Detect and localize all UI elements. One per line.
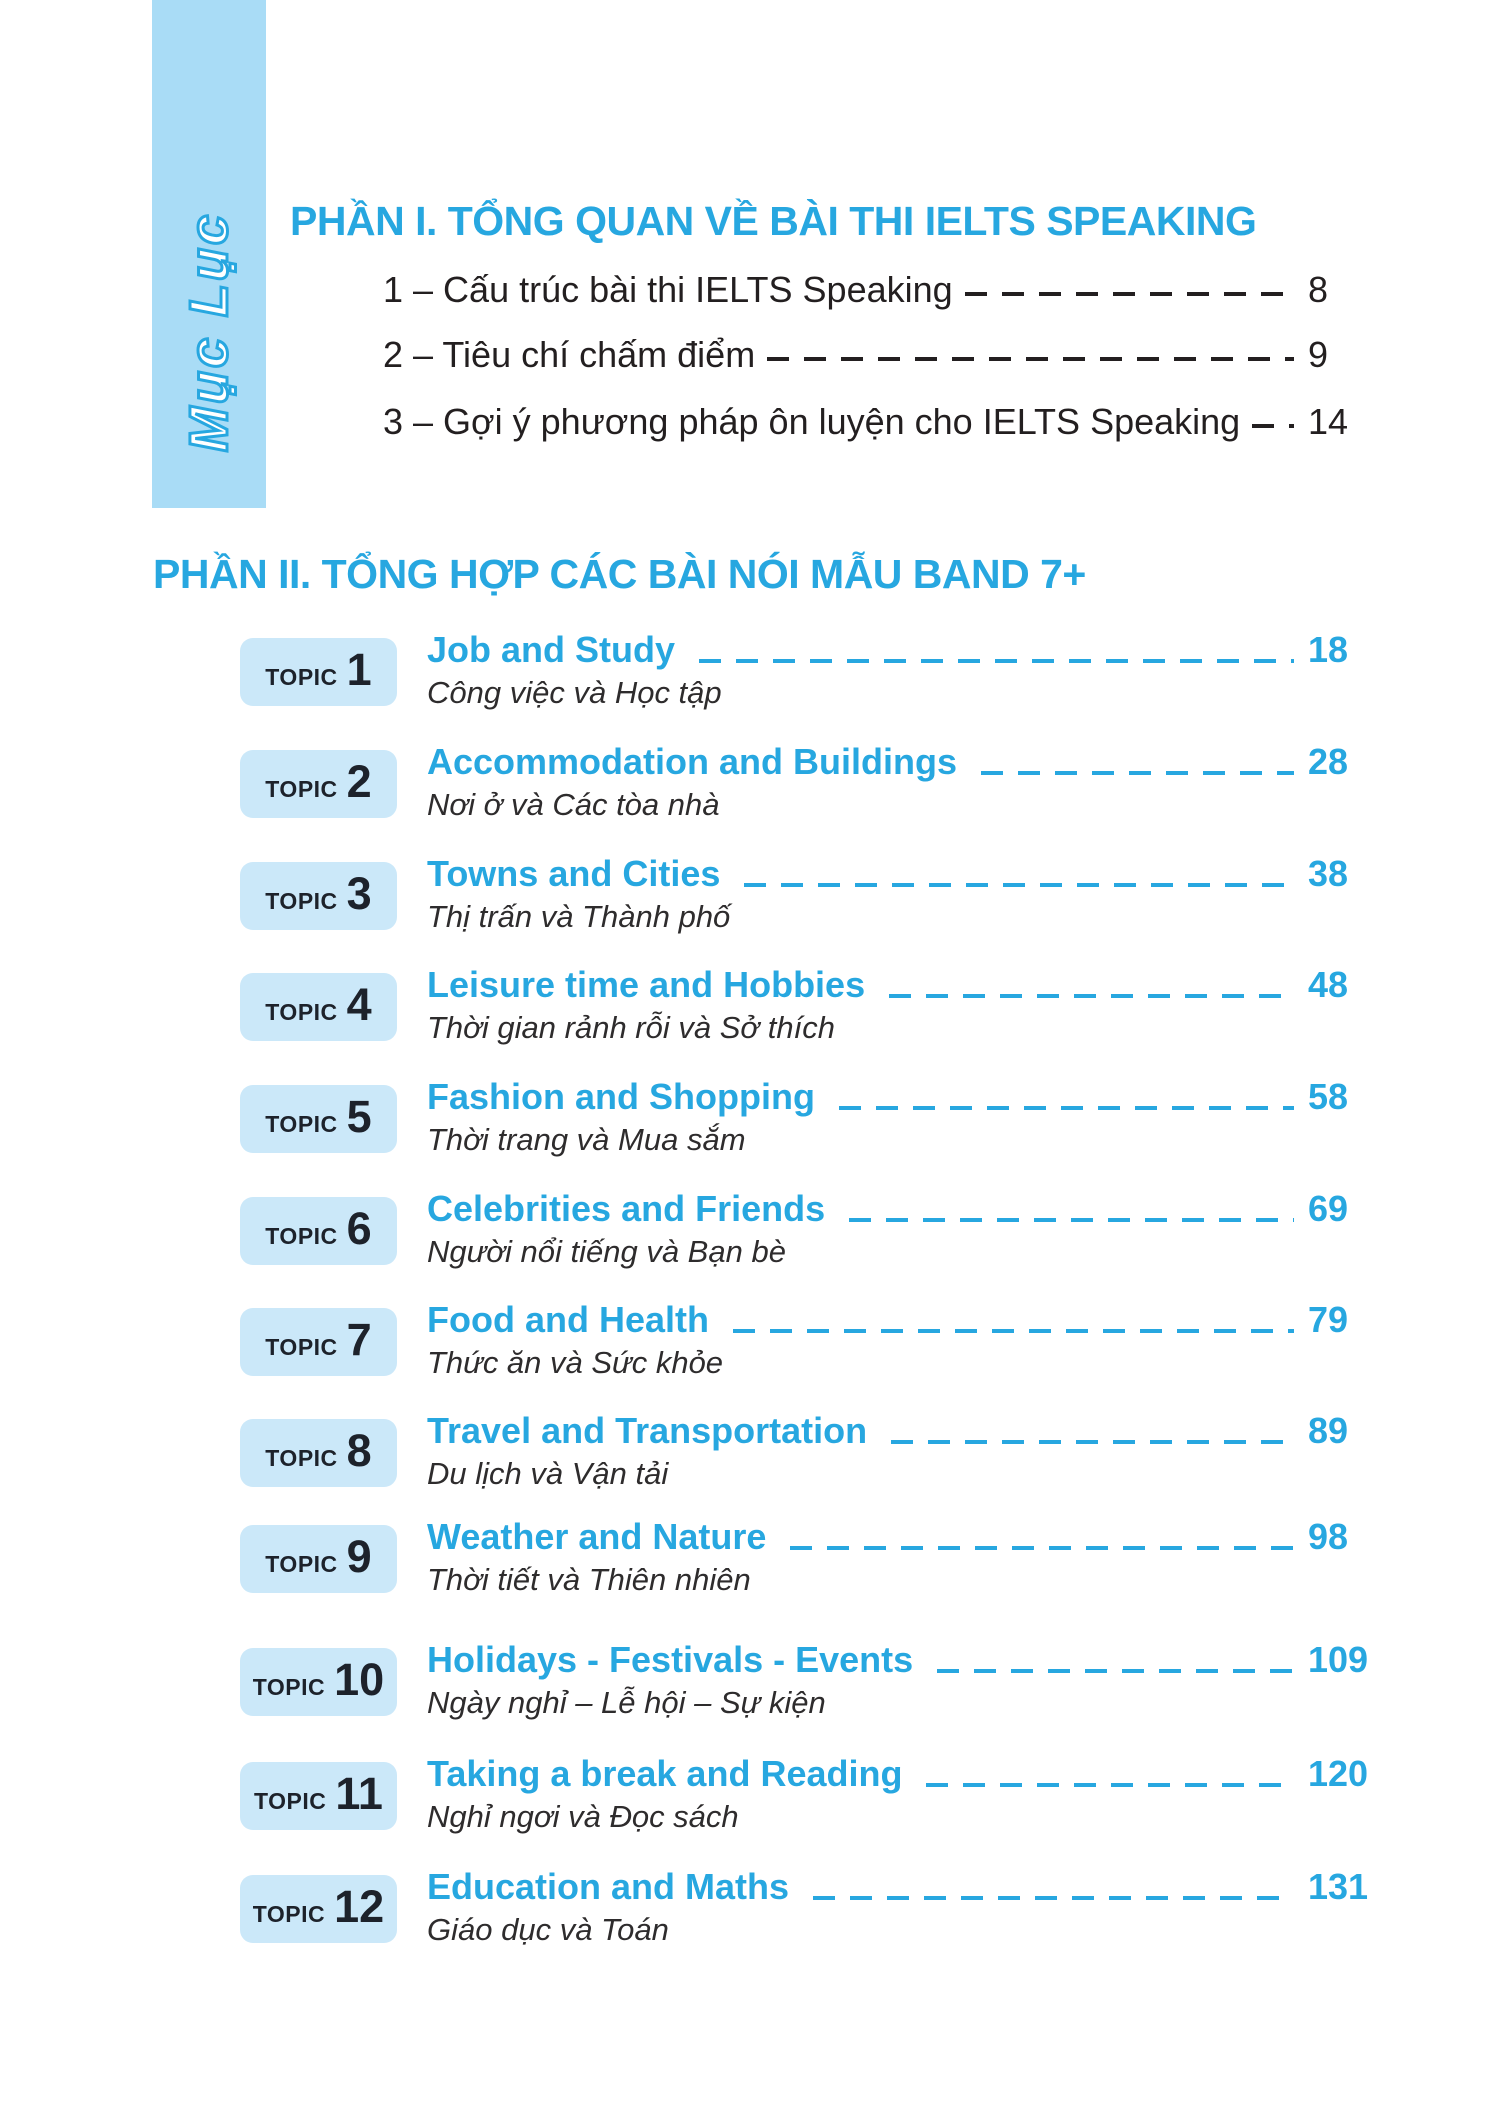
topic-title-line [427,1409,1380,1453]
topic-badge-word: TOPIC [265,1551,338,1577]
dash-leader [699,659,1294,663]
topic-text [427,963,1380,1049]
topic-page-number: 98 [1308,1516,1349,1557]
topic-text [427,1865,1380,1951]
topic-text [427,628,1380,714]
topic-page-number: 69 [1308,1188,1349,1229]
toc-entry [383,268,1380,312]
toc-entry-label: 1 – Cấu trúc bài thi IELTS Speaking [383,269,953,310]
dash-leader [981,771,1294,775]
topic-title-line [427,1075,1380,1119]
topic-text [427,1409,1380,1495]
topic-title: Towns and Cities [427,853,721,894]
topic-badge [240,973,397,1041]
topic-page-number: 120 [1308,1753,1369,1794]
toc-entry [383,333,1380,377]
topic-subtitle: Thời tiết và Thiên nhiên [427,1562,751,1597]
topic-badge [240,1648,397,1716]
topic-text [427,1638,1380,1724]
topic-badge-number: 9 [346,1531,372,1582]
topic-subtitle: Thức ăn và Sức khỏe [427,1345,724,1380]
topic-title: Accommodation and Buildings [427,741,958,782]
topic-subtitle: Nghỉ ngơi và Đọc sách [427,1799,739,1834]
topic-row [240,1516,1380,1601]
topic-row [240,1753,1380,1838]
topic-badge [240,1525,397,1593]
topic-text [427,1187,1380,1273]
topic-title-line [427,1187,1380,1231]
topic-subtitle: Công việc và Học tập [427,675,722,710]
topic-text [427,740,1380,826]
topic-badge-number: 8 [346,1425,372,1476]
dash-leader [965,292,1294,296]
topic-title-line [427,1638,1380,1682]
topic-badge-number: 6 [346,1203,372,1254]
topic-subtitle: Nơi ở và Các tòa nhà [427,787,720,822]
topic-badge-word: TOPIC [265,776,338,802]
topic-badge-word: TOPIC [265,1223,338,1249]
dash-leader [1252,424,1294,428]
topic-badge-number: 10 [334,1654,385,1705]
topic-badge [240,1085,397,1153]
topic-badge-word: TOPIC [265,1111,338,1137]
dash-leader [733,1329,1294,1333]
topic-subtitle: Du lịch và Vận tải [427,1456,669,1491]
topic-text [427,852,1380,938]
topic-row [240,964,1380,1049]
topic-badge-number: 4 [346,979,372,1030]
topic-title: Food and Health [427,1299,709,1340]
topic-page-number: 109 [1308,1639,1369,1680]
topic-page-number: 89 [1308,1410,1349,1451]
topic-title: Taking a break and Reading [427,1753,903,1794]
topic-badge-word: TOPIC [265,888,338,914]
toc-entry [383,400,1380,444]
topic-badge [240,1762,397,1830]
topic-subtitle: Giáo dục và Toán [427,1912,669,1947]
topic-title: Travel and Transportation [427,1410,868,1451]
topic-row [240,1639,1380,1724]
topic-badge-word: TOPIC [265,664,338,690]
topic-text [427,1752,1380,1838]
topic-badge-word: TOPIC [252,1901,326,1927]
topic-subtitle: Thị trấn và Thành phố [427,899,731,934]
topic-badge [240,1419,397,1487]
topic-badge-number: 3 [346,868,372,919]
topic-badge-word: TOPIC [252,1674,326,1700]
toc-entry-label: 2 – Tiêu chí chấm điểm [383,334,756,375]
topic-page-number: 48 [1308,964,1349,1005]
dash-leader [889,994,1294,998]
topic-subtitle: Thời gian rảnh rỗi và Sở thích [427,1010,835,1045]
topic-title-line [427,963,1380,1007]
topic-title: Holidays - Festivals - Events [427,1639,914,1680]
topic-title: Weather and Nature [427,1516,767,1557]
dash-leader [813,1896,1294,1900]
topic-page-number: 58 [1308,1076,1349,1117]
topic-text [427,1515,1380,1601]
topic-title: Education and Maths [427,1866,790,1907]
topic-row [240,853,1380,938]
muc-luc-vertical-label: Mục Lục [179,211,240,453]
muc-luc-side-tab [152,0,266,508]
topic-row [240,1410,1380,1495]
topic-title-line [427,1865,1380,1909]
topic-badge-number: 5 [346,1091,372,1142]
topic-badge [240,862,397,930]
topic-row [240,629,1380,714]
dash-leader [744,883,1294,887]
toc-entry-page-number: 8 [1308,269,1329,310]
topic-text [427,1075,1380,1161]
topic-row [240,1188,1380,1273]
topic-row [240,1076,1380,1161]
topic-badge-number: 7 [346,1314,372,1365]
topic-title-line [427,628,1380,672]
topic-title-line [427,1515,1380,1559]
dash-leader [926,1783,1294,1787]
topic-badge [240,750,397,818]
topic-page-number: 28 [1308,741,1349,782]
topic-page-number: 131 [1308,1866,1369,1907]
topic-title: Leisure time and Hobbies [427,964,866,1005]
topic-subtitle: Ngày nghỉ – Lễ hội – Sự kiện [427,1685,826,1720]
topic-title-line [427,1752,1380,1796]
part1-heading: PHẦN I. TỔNG QUAN VỀ BÀI THI IELTS SPEAKING [290,198,1257,244]
topic-page-number: 79 [1308,1299,1349,1340]
topic-row [240,741,1380,826]
toc-entry-label: 3 – Gợi ý phương pháp ôn luyện cho IELTS Speaking [383,401,1241,442]
topic-badge [240,1308,397,1376]
topic-text [427,1298,1380,1384]
dash-leader [849,1218,1294,1222]
topic-badge-word: TOPIC [265,999,338,1025]
topic-row [240,1299,1380,1384]
topic-title: Celebrities and Friends [427,1188,826,1229]
topic-badge-number: 11 [335,1768,383,1819]
dash-leader [767,357,1294,361]
topic-badge-number: 1 [346,644,372,695]
topic-row [240,1866,1380,1951]
toc-entry-page-number: 14 [1308,401,1349,442]
topic-badge-number: 12 [334,1881,385,1932]
topic-subtitle: Thời trang và Mua sắm [427,1122,746,1157]
dash-leader [790,1546,1294,1550]
topic-page-number: 18 [1308,629,1349,670]
topic-title: Job and Study [427,629,676,670]
dash-leader [937,1669,1294,1673]
topic-badge-word: TOPIC [254,1788,327,1814]
toc-entry-page-number: 9 [1308,334,1329,375]
topic-badge [240,1197,397,1265]
dash-leader [839,1106,1294,1110]
topic-badge-word: TOPIC [265,1334,338,1360]
dash-leader [891,1440,1294,1444]
topic-badge-word: TOPIC [265,1445,338,1471]
topic-badge [240,1875,397,1943]
topic-title-line [427,852,1380,896]
part2-heading: PHẦN II. TỔNG HỢP CÁC BÀI NÓI MẪU BAND 7+ [153,551,1086,597]
topic-badge [240,638,397,706]
topic-subtitle: Người nổi tiếng và Bạn bè [427,1234,786,1269]
topic-page-number: 38 [1308,853,1349,894]
topic-title-line [427,740,1380,784]
topic-badge-number: 2 [346,756,372,807]
topic-title: Fashion and Shopping [427,1076,815,1117]
topic-title-line [427,1298,1380,1342]
